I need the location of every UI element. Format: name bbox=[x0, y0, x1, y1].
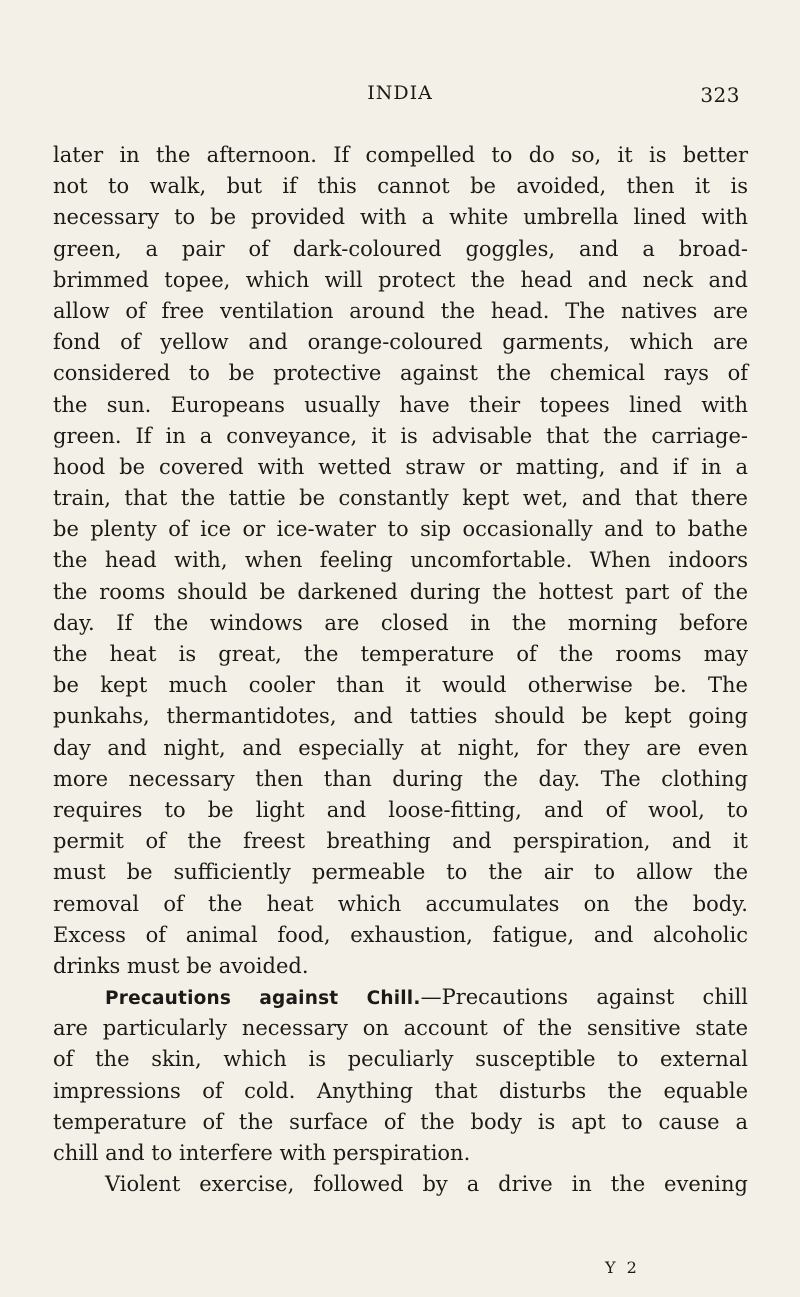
text-line: brimmed topee, which will protect the head and neck and bbox=[53, 267, 748, 292]
text-line: impressions of cold. Anything that disturbs the equable bbox=[53, 1078, 748, 1103]
text-line: must be sufficiently permeable to the air to allow the bbox=[53, 860, 748, 885]
text-line: later in the afternoon. If compelled to do so, it is better bbox=[53, 143, 748, 167]
text-line: are particularly necessary on account of the sensitive state bbox=[53, 1016, 748, 1041]
text-line: train, that the tattie be constantly kept wet, and that there bbox=[53, 486, 748, 511]
body-text bbox=[53, 140, 748, 1200]
text-line: Violent exercise, followed by a drive in the evening bbox=[105, 1172, 748, 1197]
text-line: day and night, and especially at night, for they are even bbox=[53, 735, 748, 760]
text-line: removal of the heat which accumulates on the body. bbox=[53, 891, 748, 916]
text-fragment: —Precautions against chill bbox=[420, 985, 748, 1010]
text-line: the head with, when feeling uncomfortable. When indoors bbox=[53, 548, 748, 573]
text-line: not to walk, but if this cannot be avoided, then it is bbox=[53, 174, 748, 199]
text-line: the rooms should be darkened during the hottest part of the bbox=[53, 579, 748, 604]
text-line: necessary to be provided with a white umbrella lined with bbox=[53, 205, 748, 230]
text-line: green, a pair of dark-coloured goggles, and a broad- bbox=[53, 236, 748, 261]
text-line: day. If the windows are closed in the morning before bbox=[53, 610, 748, 635]
running-head: INDIA bbox=[367, 82, 433, 104]
text-line: of the skin, which is peculiarly susceptible to external bbox=[53, 1047, 748, 1072]
text-line: allow of free ventilation around the head. The natives are bbox=[53, 298, 748, 323]
text-line: requires to be light and loose-fitting, and of wool, to bbox=[53, 797, 748, 822]
text-line: considered to be protective against the chemical rays of bbox=[53, 361, 748, 386]
text-line: green. If in a conveyance, it is advisable that the carriage- bbox=[53, 423, 748, 448]
page-header bbox=[0, 82, 800, 112]
text-line: the sun. Europeans usually have their topees lined with bbox=[53, 392, 748, 417]
section-first-line bbox=[53, 982, 748, 1013]
text-line: drinks must be avoided. bbox=[53, 953, 309, 978]
text-line: chill and to interfere with perspiration. bbox=[53, 1141, 471, 1165]
text-line: be plenty of ice or ice-water to sip occasionally and to bathe bbox=[53, 517, 748, 542]
signature-mark: Y 2 bbox=[605, 1258, 640, 1277]
text-line: fond of yellow and orange-coloured garments, which are bbox=[53, 330, 748, 355]
text-line: temperature of the surface of the body is apt to cause a bbox=[53, 1109, 748, 1134]
text-line: more necessary then than during the day. The clothing bbox=[53, 766, 748, 791]
section-heading: Precautions against Chill. bbox=[105, 988, 421, 1010]
page-number: 323 bbox=[700, 83, 740, 107]
text-line: Excess of animal food, exhaustion, fatigue, and alcoholic bbox=[53, 922, 748, 947]
text-line: be kept much cooler than it would otherwise be. The bbox=[53, 673, 748, 698]
text-line: punkahs, thermantidotes, and tatties should be kept going bbox=[53, 704, 748, 729]
text-line: permit of the freest breathing and perspiration, and it bbox=[53, 829, 748, 854]
text-line: the heat is great, the temperature of the rooms may bbox=[53, 642, 748, 666]
text-line: hood be covered with wetted straw or matting, and if in a bbox=[53, 454, 748, 479]
